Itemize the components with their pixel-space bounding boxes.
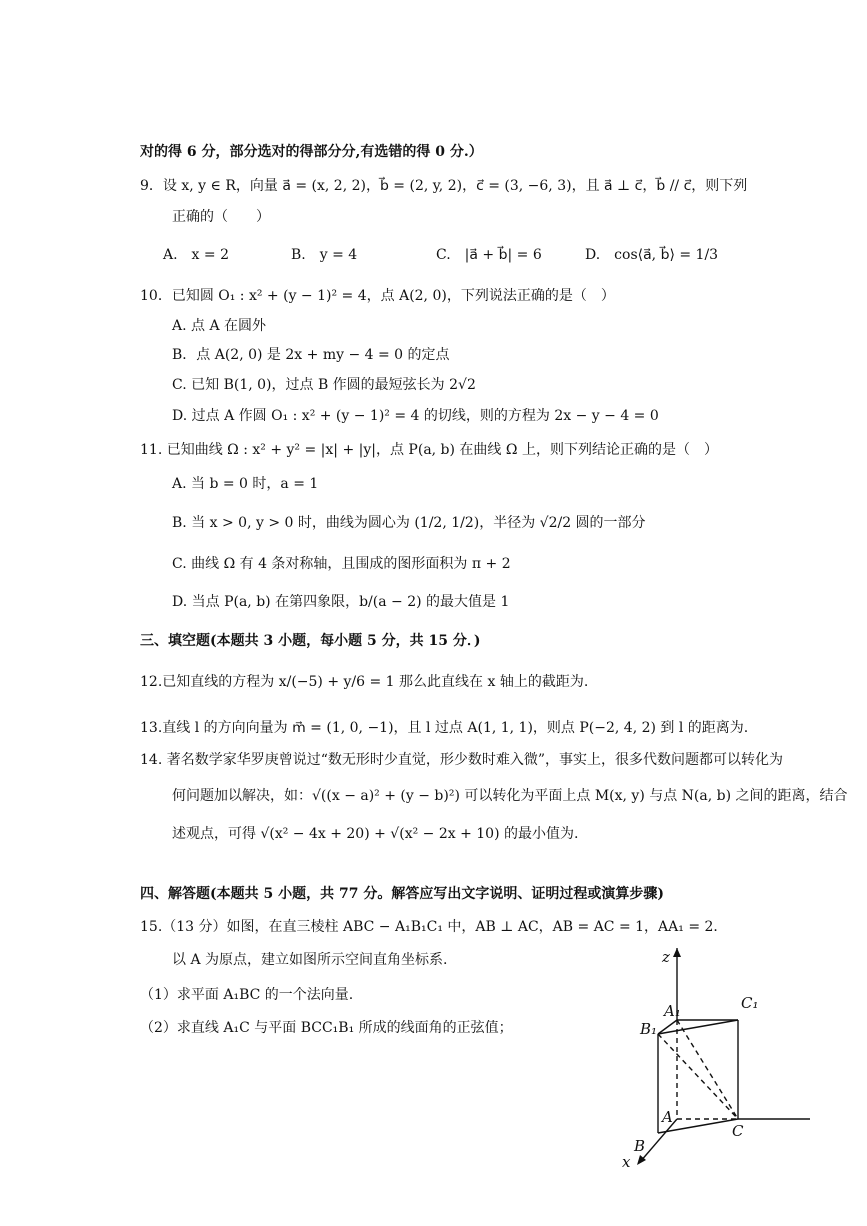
edge-b1-c1 [658, 1020, 738, 1034]
section-3-heading: 三、填空题(本题共 3 小题，每小题 5 分，共 15 分．) [140, 633, 481, 649]
label-c1: C₁ [741, 994, 759, 1012]
q10-option-a: A. 点 A 在圆外 [172, 318, 267, 334]
q14-line3: 述观点，可得 √(x² − 4x + 20) + √(x² − 2x + 10) 的最小值为. [172, 826, 579, 842]
label-c: C [732, 1122, 744, 1140]
q11-option-b: B. 当 x > 0, y > 0 时，曲线为圆心为 (1/2, 1/2)，半径为 √2/2 圆的一部分 [172, 515, 646, 531]
q11-option-d: D. 当点 P(a, b) 在第四象限，b/(a − 2) 的最大值是 1 [172, 594, 510, 610]
q14-line1: 14. 著名数学家华罗庚曾说过“数无形时少直觉，形少数时难入微”，事实上，很多代数问题都可以转化为 [140, 752, 784, 768]
q9-option-b: B. y = 4 [291, 247, 358, 263]
q10-stem: 10．已知圆 O₁ : x² + (y − 1)² = 4，点 A(2, 0)，下列说法正确的是（ ） [140, 288, 615, 304]
z-axis-arrow [673, 948, 681, 957]
q15-line2: 以 A 为原点，建立如图所示空间直角坐标系. [172, 952, 448, 968]
label-a1: A₁ [664, 1002, 681, 1020]
label-a: A [662, 1108, 673, 1126]
edge-b1-c [658, 1034, 738, 1119]
label-b1: B₁ [640, 1020, 658, 1038]
q9-option-d: D. cos⟨a⃗, b⃗⟩ = 1/3 [585, 247, 719, 263]
prism-figure [604, 948, 810, 1170]
q15-sub1: （1）求平面 A₁BC 的一个法向量. [140, 987, 354, 1003]
q15-sub2: （2）求直线 A₁C 与平面 BCC₁B₁ 所成的线面角的正弦值； [140, 1020, 513, 1036]
q10-option-c: C. 已知 B(1, 0)，过点 B 作圆的最短弦长为 2√2 [172, 377, 476, 393]
q10-option-d: D. 过点 A 作圆 O₁ : x² + (y − 1)² = 4 的切线，则的方程为 2x − y − 4 = 0 [172, 408, 659, 424]
q11-stem: 11. 已知曲线 Ω : x² + y² = |x| + |y|，点 P(a, b) 在曲线 Ω 上，则下列结论正确的是（ ） [140, 442, 718, 458]
section-4-heading: 四、解答题(本题共 5 小题，共 77 分。解答应写出文字说明、证明过程或演算步骤) [140, 886, 664, 902]
q11-option-a: A. 当 b = 0 时，a = 1 [172, 476, 319, 492]
label-z: z [662, 948, 670, 966]
q11-option-c: C. 曲线 Ω 有 4 条对称轴，且围成的图形面积为 π + 2 [172, 556, 511, 572]
edge-a1-c [677, 1020, 738, 1119]
q9-option-c: C. |a⃗ + b⃗| = 6 [436, 247, 542, 263]
q9-option-a: A. x = 2 [163, 247, 229, 263]
q9-line1: 9．设 x, y ∈ R，向量 a⃗ = (x, 2, 2)，b⃗ = (2, y, 2)，c⃗ = (3, −6, 3)，且 a⃗ ⊥ c⃗，b⃗ // c⃗，则下列 [140, 178, 748, 194]
q9-line2: 正确的（ ） [172, 209, 270, 225]
label-b: B [634, 1137, 646, 1155]
label-x: x [622, 1153, 631, 1170]
q10-option-b: B．点 A(2, 0) 是 2x + my − 4 = 0 的定点 [172, 347, 450, 363]
question-13: 13.直线 l 的方向向量为 m⃗ = (1, 0, −1)，且 l 过点 A(1, 1, 1)，则点 P(−2, 4, 2) 到 l 的距离为. [140, 720, 749, 736]
question-12: 12.已知直线的方程为 x/(−5) + y/6 = 1 那么此直线在 x 轴上的截距为. [140, 674, 589, 690]
q15-line1: 15.（13 分）如图，在直三棱柱 ABC − A₁B₁C₁ 中，AB ⊥ AC，AB = AC = 1，AA₁ = 2． [140, 919, 728, 935]
header-note: 对的得 6 分，部分选对的得部分分,有选错的得 0 分.） [140, 144, 483, 160]
q14-line2: 何问题加以解决，如：√((x − a)² + (y − b)²) 可以转化为平面上点 M(x, y) 与点 N(a, b) 之间的距离，结合 [172, 788, 848, 804]
